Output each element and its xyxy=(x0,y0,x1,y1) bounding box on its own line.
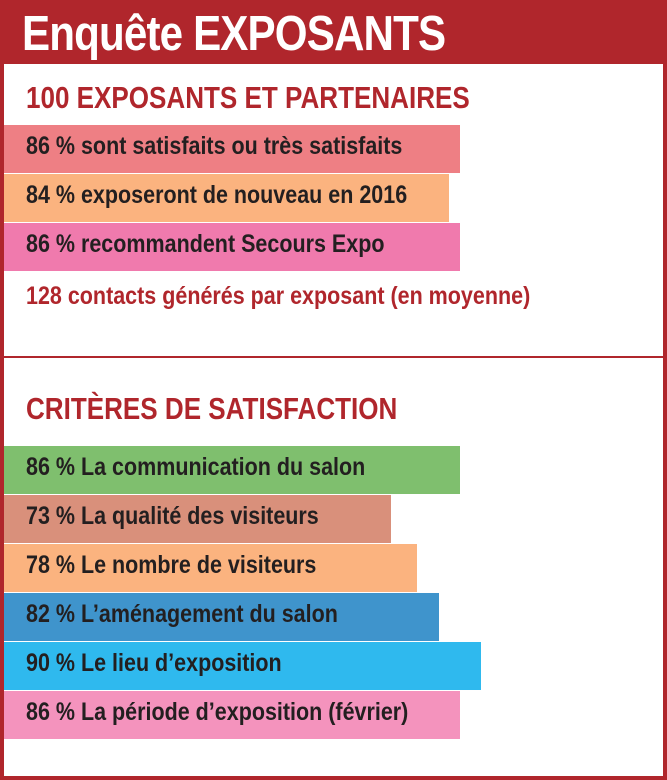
exhibitor-bar-label: 86 % sont satisfaits ou très satisfaits xyxy=(26,132,403,160)
contacts-annotation: 128 contacts générés par exposant (en moyenne) xyxy=(26,282,531,310)
criterion-bar-label: 86 % La communication du salon xyxy=(26,453,366,481)
criterion-bar-label: 90 % Le lieu d’exposition xyxy=(26,649,282,677)
criterion-bar-label: 82 % L’aménagement du salon xyxy=(26,600,338,628)
exhibitor-bar-label: 84 % exposeront de nouveau en 2016 xyxy=(26,181,408,209)
section-divider xyxy=(4,356,663,358)
page-title: Enquête EXPOSANTS xyxy=(22,7,446,61)
criterion-bar-label: 78 % Le nombre de visiteurs xyxy=(26,551,317,579)
section-title-criteria: CRITÈRES DE SATISFACTION xyxy=(26,391,398,426)
criterion-bar-label: 73 % La qualité des visiteurs xyxy=(26,502,319,530)
exhibitor-bar-label: 86 % recommandent Secours Expo xyxy=(26,230,385,258)
section-title-exhibitors: 100 EXPOSANTS ET PARTENAIRES xyxy=(26,80,470,115)
header-banner xyxy=(0,0,667,64)
criterion-bar-label: 86 % La période d’exposition (février) xyxy=(26,698,409,726)
